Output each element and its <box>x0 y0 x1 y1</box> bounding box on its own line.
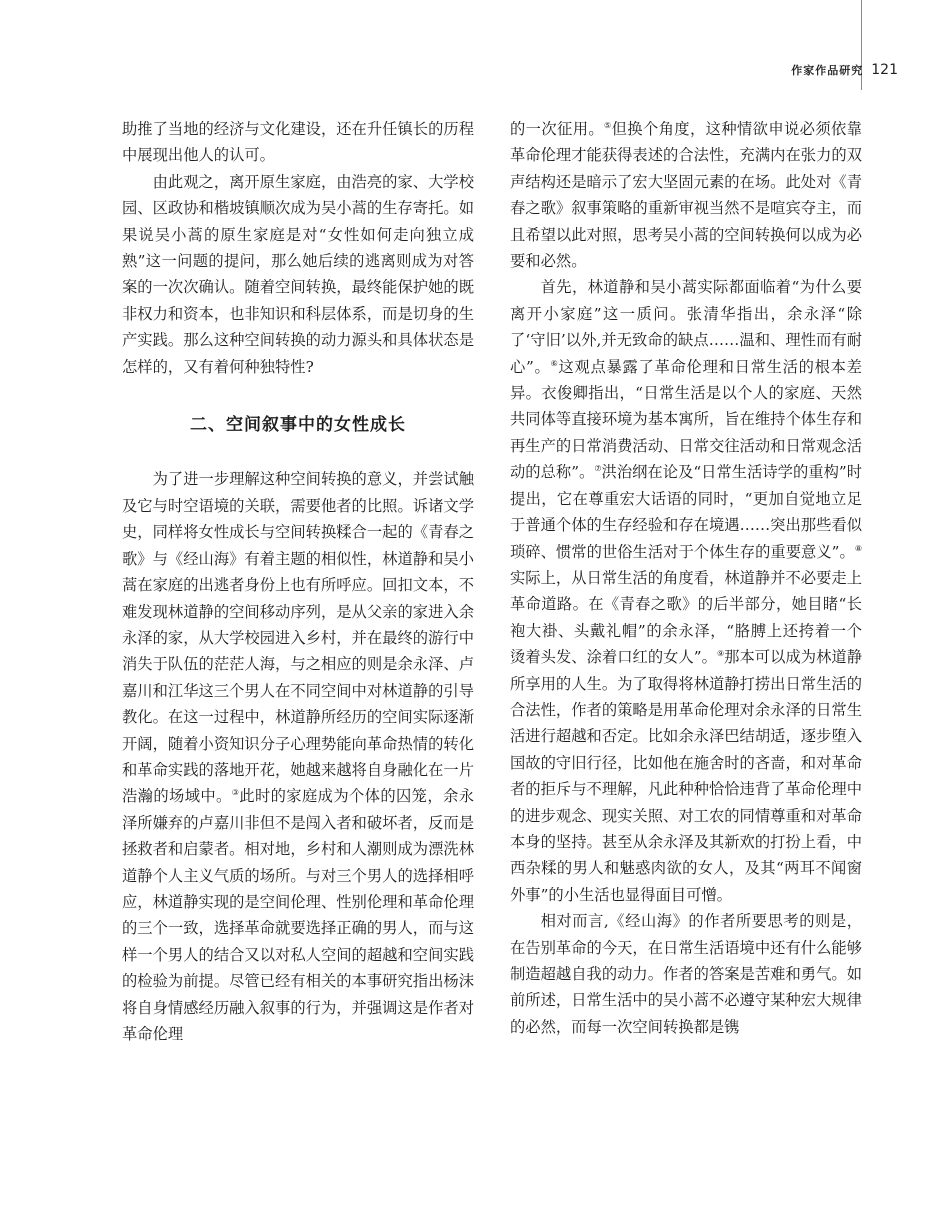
text-span: 为了进一步理解这种空间转换的意义，并尝试触及它与时空语境的关联，需要他者的比照。诉诸文学史，同样将女性成长与空间转换糅合一起的《青春之歌》与《经山海》有着主题的相似性，林道静和吴小蒿在家庭的出逃者身份上也有所呼应。回扣文本，不难发现林道静的空间移动序列，是从父亲的家进入余永泽的家，从大学校园进入乡村，并在最终的游行中消失于队伍的茫茫人海，与之相应的则是余永泽、卢嘉川和江华这三个男人在不同空间中对林道静的引导教化。在这一过程中，林道静所经历的空间实际逐渐开阔，随着小资知识分子心理势能向革命热情的转化和革命实践的落地开花，她越来越将自身融化在一片浩瀚的场域中。 <box>122 470 474 806</box>
footnote-marker: ⑤ <box>604 120 612 130</box>
text-span: 的一次征用。 <box>510 120 605 138</box>
text-span: 那本可以成为林道静所享用的人生。为了取得将林道静打捞出日常生活的合法性，作者的策略是用革命伦理对余永泽的日常生活进行超越和否定。比如余永泽巴结胡适，逐步堕入国故的守旧行径，比如他在施舍时的吝啬，和对革命者的拒斥与不理解，凡此种种恰恰违背了革命伦理中的进步观念、现实关照、对工农的同情尊重和对革命本身的坚持。甚至从余永泽及其新欢的打扮上看，中西杂糅的男人和魅惑肉欲的女人，及其“两耳不闻窗外事”的小生活也显得面目可憎。 <box>510 648 863 904</box>
text-span: 洪治纲在论及“日常生活诗学的重构”时提出，它在尊重宏大话语的同时，“更加自觉地立足于普通个体的生存经验和存在境遇……突出那些看似琐碎、惯常的世俗生活对于个体生存的重要意义”。 <box>510 463 863 561</box>
page-number: 121 <box>871 62 898 78</box>
running-header <box>791 62 898 78</box>
footnote-marker: ⑦ <box>594 464 602 474</box>
footnote-marker: ③ <box>231 788 240 798</box>
section-title: 作家作品研究 <box>791 64 864 77</box>
text-span: 但换个角度，这种情欲申说必须依靠革命伦理才能获得表述的合法性，充满内在张力的双声结构还是暗示了宏大坚固元素的在场。此处对《青春之歌》叙事策略的重新审视当然不是喧宾夺主，而且希望以此对照，思考吴小蒿的空间转换何以成为必要和必然。 <box>510 120 862 271</box>
footnote-marker: ⑥ <box>550 358 559 368</box>
paragraph: 相对而言,《经山海》的作者所要思考的则是，在告别革命的今天，在日常生活语境中还有什么能够制造超越自我的动力。作者的答案是苦难和勇气。如前所述，日常生活中的吴小蒿不必遵守某种宏大规律的必然，而每一次空间转换都是镌 <box>510 912 862 1036</box>
paragraph: 助推了当地的经济与文化建设，还在升任镇长的历程中展现出他人的认可。 <box>122 120 474 165</box>
right-column <box>510 116 862 1040</box>
text-span: 这观点暴露了革命伦理和日常生活的根本差异。衣俊卿指出，“日常生活是以个人的家庭、天然共同体等直接环境为基本寓所，旨在维持个体生存和再生产的日常消费活动、日常交往活动和日常观念活动的总称”。 <box>510 357 862 482</box>
paragraph <box>510 116 862 274</box>
text-span: 实际上，从日常生活的角度看，林道静并不必要走上革命道路。在《青春之歌》的后半部分，她目睹“长袍大褂、头戴礼帽”的余永泽，“胳膊上还挎着一个烫着头发、涂着口红的女人”。 <box>510 568 862 667</box>
footnote-marker: ⑧ <box>854 543 862 553</box>
paragraph <box>122 466 474 1047</box>
text-span: 首先，林道静和吴小蒿实际都面临着“为什么要离开小家庭”这一质问。张清华指出，余永泽“除了‘守旧’以外,并无致命的缺点……温和、理性而有耐心”。 <box>510 278 862 376</box>
paragraph <box>510 274 862 908</box>
paragraph: 由此观之，离开原生家庭，由浩亮的家、大学校园、区政协和楷坡镇顺次成为吴小蒿的生存寄托。如果说吴小蒿的原生家庭是对“女性如何走向独立成熟”这一问题的提问，那么她后续的逃离则成为对答案的一次次确认。随着空间转换，最终能保护她的既非权力和资本，也非知识和科层体系，而是切身的生产实践。那么这种空间转换的动力源头和具体状态是怎样的，又有着何种独特性? <box>122 172 474 376</box>
section-heading: 二、空间叙事中的女性成长 <box>190 415 406 436</box>
left-column <box>122 116 474 1047</box>
footnote-marker: ⑨ <box>716 649 725 659</box>
text-span: 此时的家庭成为个体的囚笼，余永泽所嫌弃的卢嘉川非但不是闯入者和破坏者，反而是拯救者和启蒙者。相对地，乡村和人潮则成为漂洗林道静个人主义气质的场所。与对三个男人的选择相呼应，林道静实现的是空间伦理、性别伦理和革命伦理的三个一致，选择革命就要选择正确的男人，而与这样一个男人的结合又以对私人空间的超越和空间实践的检验为前提。尽管已经有相关的本事研究指出杨沫将自身情感经历融入叙事的行为，并强调这是作者对革命伦理 <box>122 787 474 1043</box>
